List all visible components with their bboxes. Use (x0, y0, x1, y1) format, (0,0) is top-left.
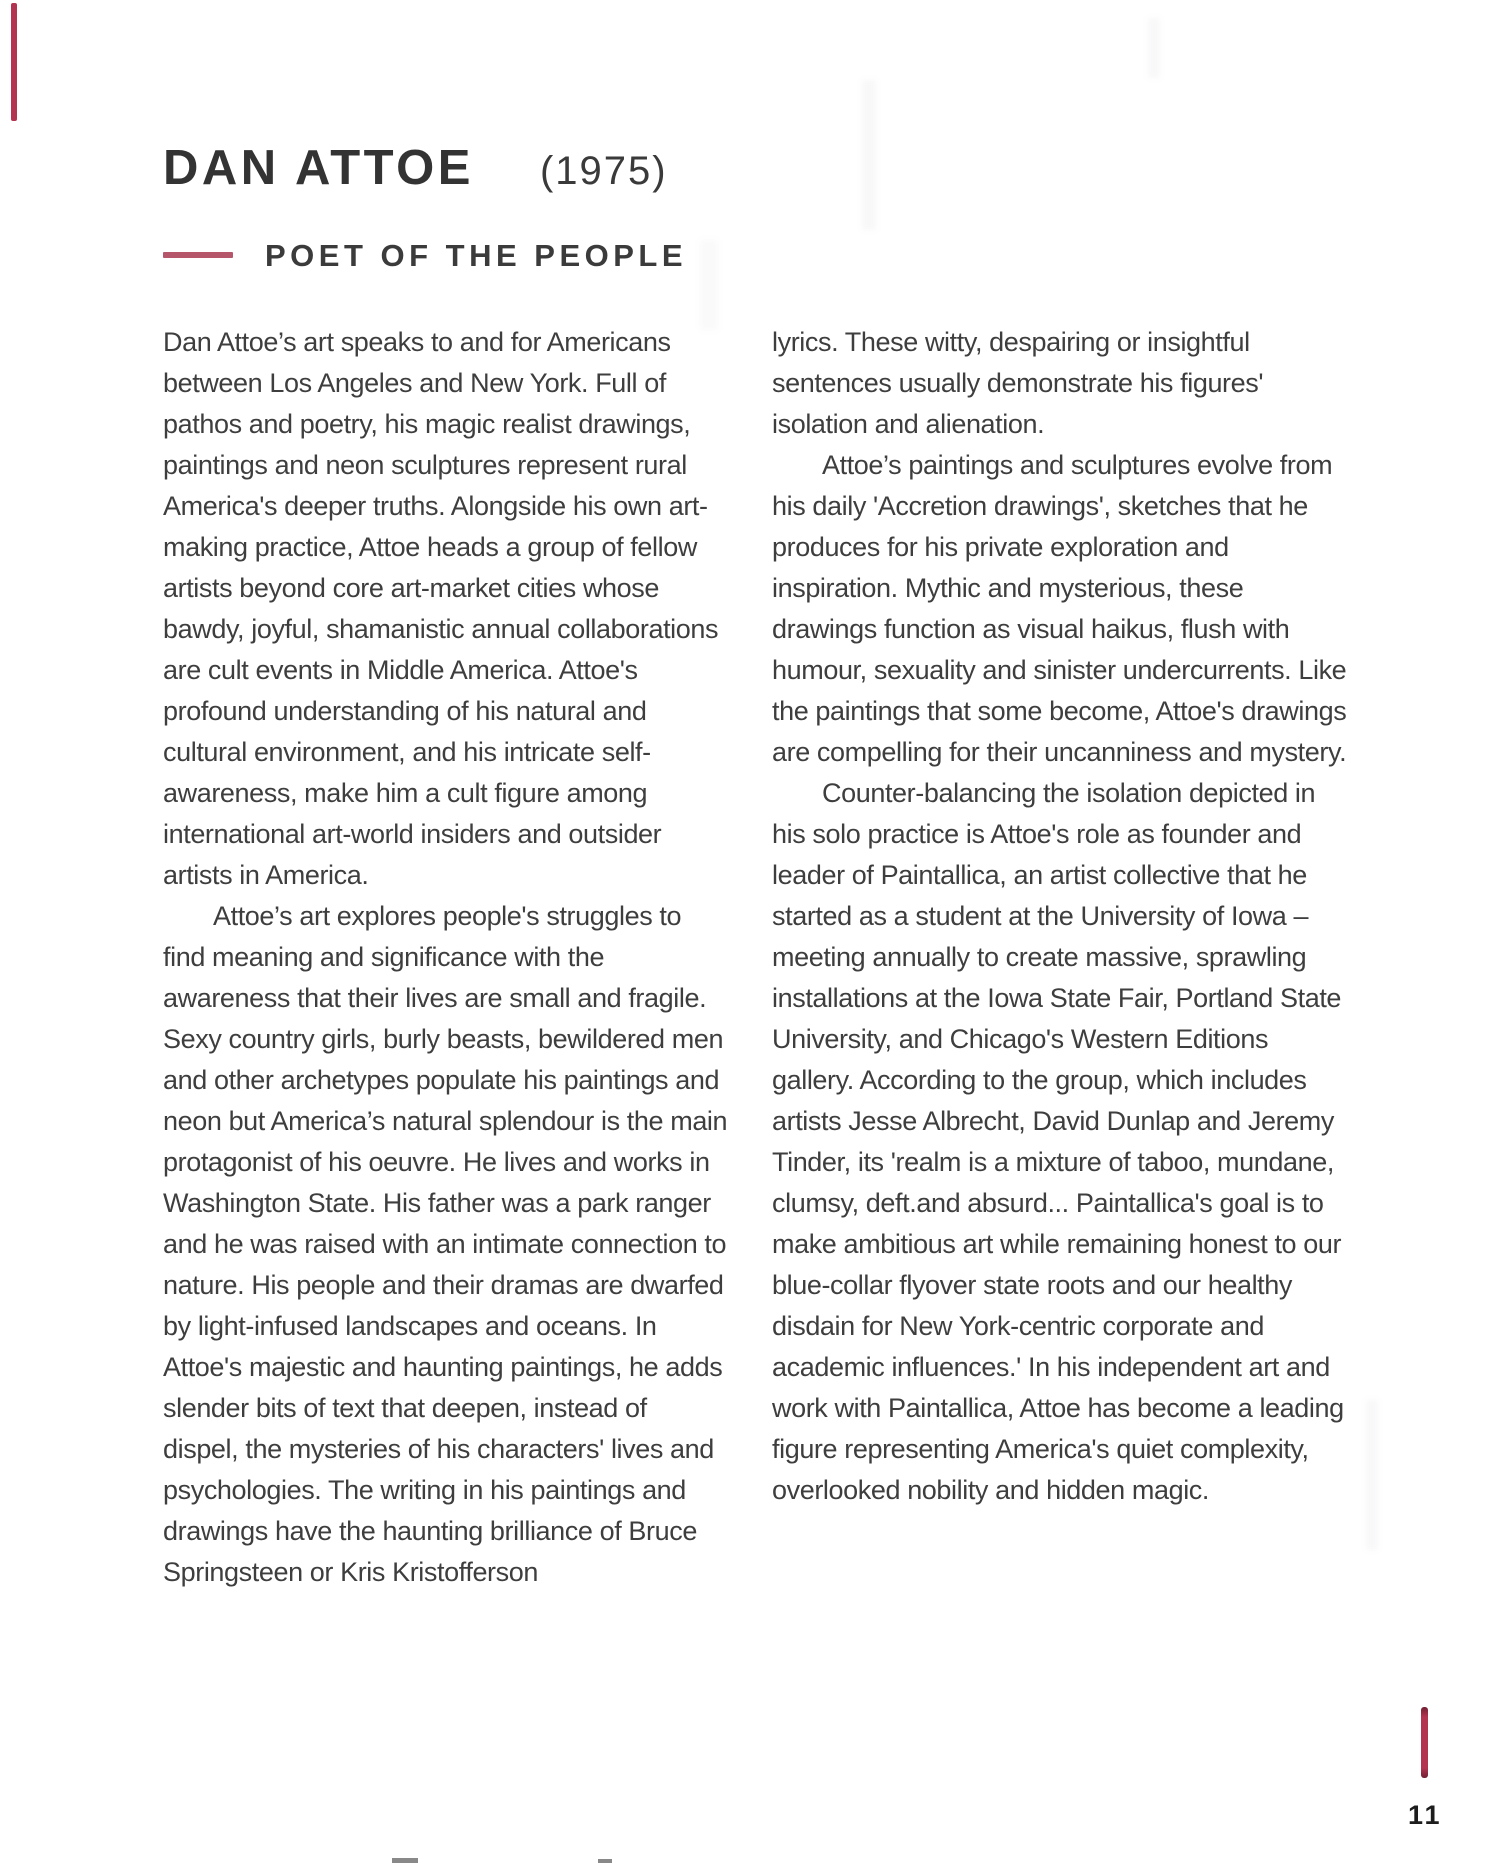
scan-artifact (1148, 18, 1160, 78)
paragraph: Attoe’s paintings and sculptures evolve from his daily 'Accretion drawings', sketches that he produces for his private exploration and inspiration. Mythic and mysterious, these drawings function as visual haikus, flush with humour, sexuality and sinister undercurrents. Like the paintings that some become, Attoe's drawings are compelling for their uncanniness and mystery. (772, 450, 1347, 767)
artist-name: DAN ATTOE (163, 141, 474, 195)
paragraph: Counter-balancing the isolation depicted in his solo practice is Attoe's role as founder and leader of Paintallica, an artist collective that he started as a student at the University of Iowa – meeting annually to create massive, sprawling installations at the Iowa State Fair, Portland State University, and Chicago's Western Editions gallery. According to the group, which includes artists Jesse Albrecht, David Dunlap and Jeremy Tinder, its 'realm is a mixture of taboo, mundane, clumsy, deft.and absurd... Paintallica's goal is to make ambitious art while remaining honest to our blue-collar flyover state roots and our healthy disdain for New York-centric corporate and academic influences.' In his independent art and work with Paintallica, Attoe has become a leading figure representing America's quiet complexity, overlooked nobility and hidden magic. (772, 778, 1344, 1505)
artist-birth-year: (1975) (539, 149, 668, 193)
paragraph: lyrics. These witty, despairing or insightful sentences usually demonstrate his figures' isolation and alienation. (772, 327, 1264, 439)
scan-artifact (1366, 1400, 1378, 1550)
scan-artifact (700, 240, 718, 330)
article-header (163, 141, 668, 195)
accent-dash-icon (163, 252, 233, 258)
right-column (772, 322, 1351, 1593)
scan-artifact (598, 1859, 612, 1863)
page-number: 11 (1408, 1800, 1443, 1830)
article-body (163, 322, 1353, 1593)
left-column (163, 322, 728, 1593)
page-edge-red-mark (11, 3, 17, 121)
scan-artifact (862, 80, 876, 230)
scan-artifact (392, 1858, 418, 1863)
article-subtitle-row (163, 236, 687, 274)
paragraph: Attoe’s art explores people's struggles to find meaning and significance with the awareness that their lives are small and fragile. Sexy country girls, burly beasts, bewildered men and other archetypes populate his paintings and neon but America’s natural splendour is the main protagonist of his oeuvre. He lives and works in Washington State. His father was a park ranger and he was raised with an intimate connection to nature. His people and their dramas are dwarfed by light-infused landscapes and oceans. In Attoe's majestic and haunting paintings, he adds slender bits of text that deepen, instead of dispel, the mysteries of his characters' lives and psychologies. The writing in his paintings and drawings have the haunting brilliance of Bruce Springsteen or Kris Kristofferson (163, 901, 728, 1587)
section-marker-bar (1421, 1707, 1428, 1778)
article-subtitle: POET OF THE PEOPLE (265, 237, 688, 273)
paragraph: Dan Attoe’s art speaks to and for Americans between Los Angeles and New York. Full of pathos and poetry, his magic realist drawings, paintings and neon sculptures represent rural America's deeper truths. Alongside his own art-making practice, Attoe heads a group of fellow artists beyond core art-market cities whose bawdy, joyful, shamanistic annual collaborations are cult events in Middle America. Attoe's profound understanding of his natural and cultural environment, and his intricate self-awareness, make him a cult figure among international art-world insiders and outsider artists in America. (163, 327, 719, 890)
